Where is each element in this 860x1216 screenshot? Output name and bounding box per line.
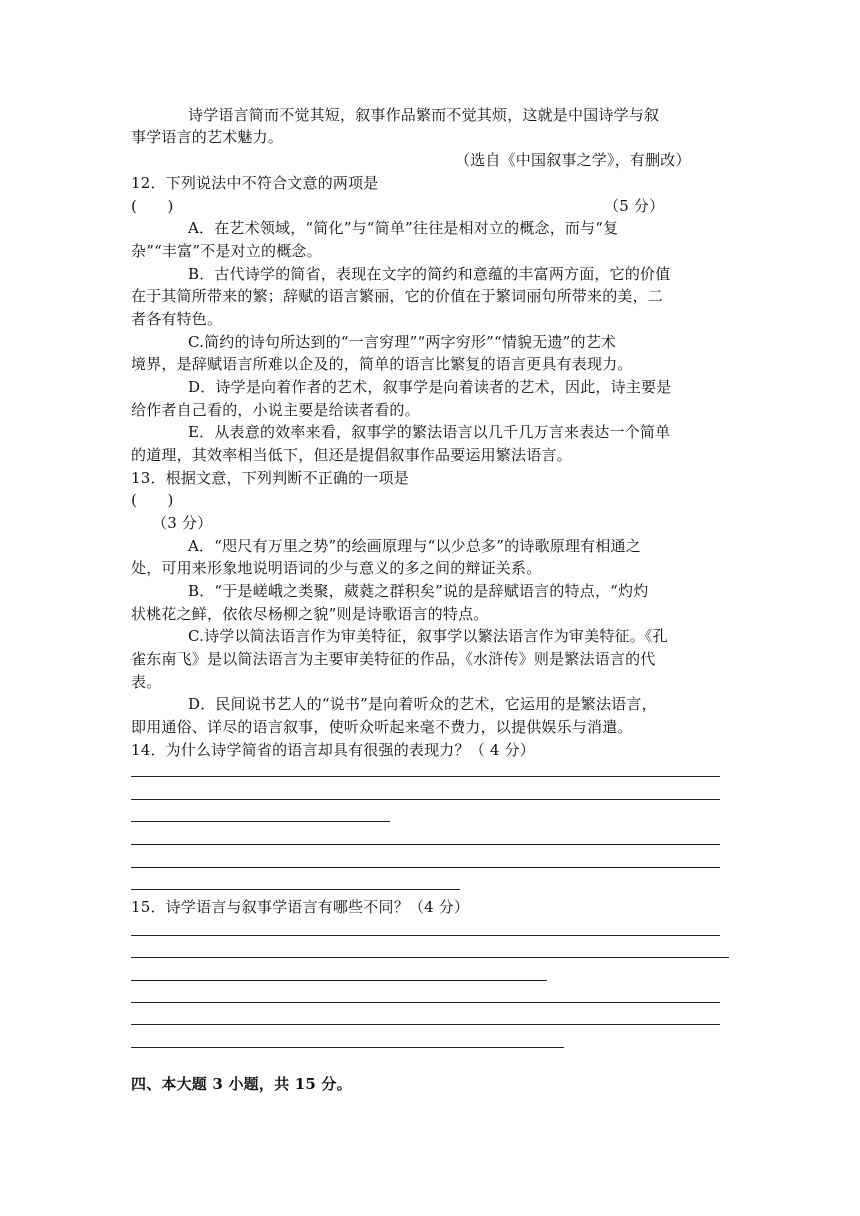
source-citation: （选自《中国叙事之学》，有删改）	[455, 151, 691, 169]
answer-line[interactable]	[131, 776, 720, 777]
answer-line[interactable]	[131, 980, 547, 981]
q12-option-c-cont: 境界，是辞赋语言所难以企及的，简单的语言比繁复的语言更具有表现力。	[131, 355, 633, 373]
answer-line[interactable]	[131, 821, 390, 822]
answer-line[interactable]	[131, 957, 729, 958]
q13-option-c-cont: 表。	[131, 673, 162, 691]
q12-answer-paren: ( )	[131, 197, 174, 215]
answer-line[interactable]	[131, 889, 460, 890]
answer-line[interactable]	[131, 1002, 720, 1003]
q15-stem: 15．诗学语言与叙事学语言有哪些不同？（4 分）	[131, 898, 470, 916]
answer-line[interactable]	[131, 1024, 720, 1025]
q12-option-a-cont: 杂”“丰富”不是对立的概念。	[131, 242, 322, 260]
section-heading: 四、本大题 3 小题，共 15 分。	[131, 1075, 352, 1093]
q12-stem: 12．下列说法中不符合文意的两项是	[131, 174, 379, 192]
q13-option-d: D．民间说书艺人的“说书”是向着听众的艺术，它运用的是繁法语言，	[188, 695, 657, 713]
q12-option-a: A．在艺术领域，“简化”与“简单”往往是相对立的概念，而与“复	[188, 219, 619, 237]
q13-stem: 13．根据文意，下列判断不正确的一项是	[131, 469, 409, 487]
answer-line[interactable]	[131, 844, 720, 845]
q13-option-a: A．“咫尺有万里之势”的绘画原理与“以少总多”的诗歌原理有相通之	[188, 537, 641, 555]
q13-option-d-cont: 即用通俗、详尽的语言叙事，使听众听起来毫不费力，以提供娱乐与消遣。	[131, 718, 633, 736]
q12-option-e-cont: 的道理，其效率相当低下，但还是提倡叙事作品要运用繁法语言。	[131, 446, 572, 464]
q13-option-b-cont: 状桃花之鲜，依依尽杨柳之貌”则是诗歌语言的特点。	[131, 605, 489, 623]
answer-line[interactable]	[131, 799, 720, 800]
q12-option-d: D．诗学是向着作者的艺术，叙事学是向着读者的艺术，因此，诗主要是	[188, 378, 672, 396]
q12-option-b-cont: 在于其简所带来的繁；辞赋的语言繁丽，它的价值在于繁词丽句所带来的美，二	[131, 287, 664, 305]
passage-line: 事学语言的艺术魅力。	[131, 128, 284, 146]
q12-score: （5 分）	[604, 197, 665, 215]
q12-option-e: E．从表意的效率来看，叙事学的繁法语言以几千几万言来表达一个简单	[188, 423, 671, 441]
q13-option-b: B．“于是嵯峨之类聚，葳蕤之群积矣”说的是辞赋语言的特点，“灼灼	[188, 582, 649, 600]
q13-score: （3 分）	[152, 514, 213, 532]
q13-option-a-cont: 处，可用来形象地说明语词的少与意义的多之间的辩证关系。	[131, 559, 542, 577]
q13-answer-paren: ( )	[131, 491, 174, 509]
answer-line[interactable]	[131, 935, 720, 936]
q12-option-c: C.简约的诗句所达到的“一言穷理”“两字穷形”“情貌无遗”的艺术	[188, 333, 617, 351]
q14-stem: 14．为什么诗学简省的语言却具有很强的表现力？（ 4 分）	[131, 741, 535, 759]
q13-option-c-cont: 雀东南飞》是以简法语言为主要审美特征的作品，《水浒传》则是繁法语言的代	[131, 650, 656, 668]
q12-option-b-cont: 者各有特色。	[131, 310, 223, 328]
passage-line: 诗学语言简而不觉其短，叙事作品繁而不觉其烦，这就是中国诗学与叙	[188, 106, 660, 124]
answer-line[interactable]	[131, 867, 720, 868]
answer-line[interactable]	[131, 1047, 564, 1048]
q12-option-d-cont: 给作者自己看的，小说主要是给读者看的。	[131, 401, 420, 419]
q13-option-c: C.诗学以简法语言作为审美特征，叙事学以繁法语言作为审美特征。《孔	[188, 627, 668, 645]
q12-option-b: B．古代诗学的简省，表现在文字的简约和意蕴的丰富两方面，它的价值	[188, 265, 671, 283]
